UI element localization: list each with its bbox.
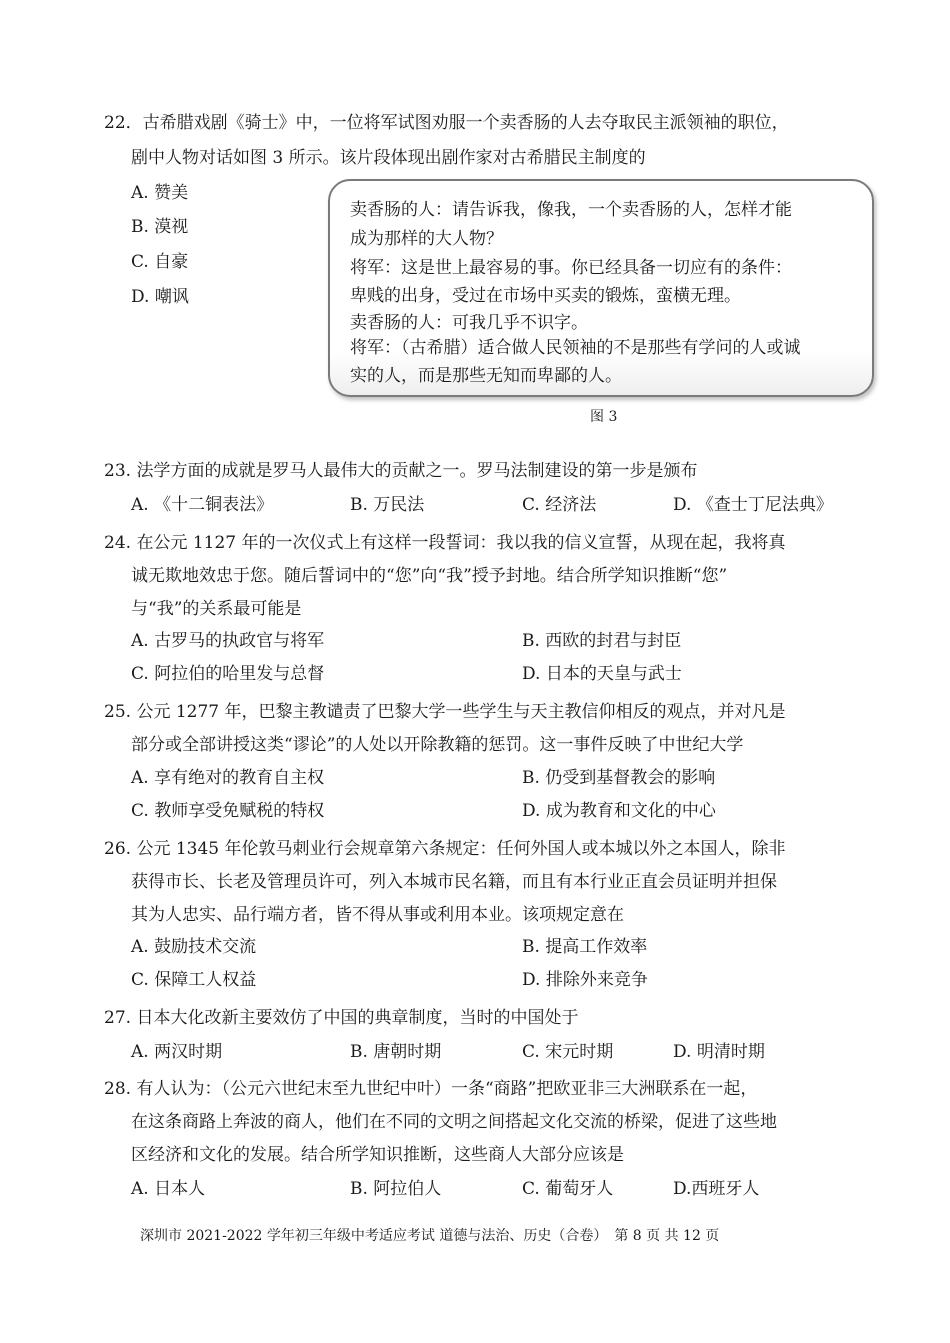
q25-option-b: B. 仍受到基督教会的影响 xyxy=(522,768,716,788)
q23-option-c: C. 经济法 xyxy=(522,495,597,515)
dialog-line: 卑贱的出身，受过在市场中买卖的锻炼，蛮横无理。 xyxy=(350,286,741,306)
q28-stem-line1: 28. 有人认为：（公元六世纪末至九世纪中叶）一条“商路”把欧亚非三大洲联系在一起， xyxy=(104,1079,758,1099)
q24-option-c: C. 阿拉伯的哈里发与总督 xyxy=(131,664,325,684)
figure-caption: 图 3 xyxy=(590,409,618,425)
q23-option-b: B. 万民法 xyxy=(350,495,425,515)
q24-stem-line3: 与“我”的关系最可能是 xyxy=(131,599,302,619)
dialog-line: 将军：这是世上最容易的事。你已经具备一切应有的条件： xyxy=(350,258,792,278)
page-footer: 深圳市 2021-2022 学年初三年级中考适应考试 道德与法治、历史（合卷） 第 8 页 共 12 页 xyxy=(140,1228,720,1244)
q24-option-b: B. 西欧的封君与封臣 xyxy=(522,631,682,651)
q28-option-d: D.西班牙人 xyxy=(673,1179,760,1199)
q22-option-a: A. 赞美 xyxy=(131,183,189,203)
q26-option-b: B. 提高工作效率 xyxy=(522,937,648,957)
q28-stem-line2: 在这条商路上奔波的商人，他们在不同的文明之间搭起文化交流的桥梁，促进了这些地 xyxy=(131,1112,777,1132)
q28-option-b: B. 阿拉伯人 xyxy=(350,1179,442,1199)
q25-option-d: D. 成为教育和文化的中心 xyxy=(522,801,716,821)
q25-stem-line1: 25. 公元 1277 年，巴黎主教谴责了巴黎大学一些学生与天主教信仰相反的观点，并对凡是 xyxy=(104,702,786,722)
q28-stem-line3: 区经济和文化的发展。结合所学知识推断，这些商人大部分应该是 xyxy=(131,1145,624,1165)
q24-stem-line1: 24. 在公元 1127 年的一次仪式上有这样一段誓词：我以我的信义宣誓，从现在起，我将真 xyxy=(104,533,786,553)
q26-option-d: D. 排除外来竞争 xyxy=(522,970,648,990)
q27-option-d: D. 明清时期 xyxy=(673,1042,765,1062)
q24-stem-line2: 诚无欺地效忠于您。随后誓词中的“您”向“我”授予封地。结合所学知识推断“您” xyxy=(131,566,728,586)
q28-option-a: A. 日本人 xyxy=(131,1179,206,1199)
q22-stem-line1: 22．古希腊戏剧《骑士》中，一位将军试图劝服一个卖香肠的人去夺取民主派领袖的职位， xyxy=(104,113,789,133)
q22-option-c: C. 自豪 xyxy=(131,252,189,272)
dialog-box xyxy=(328,179,874,397)
q22-option-d: D. 嘲讽 xyxy=(131,287,189,307)
q28-option-c: C. 葡萄牙人 xyxy=(522,1179,614,1199)
q23-option-d: D. 《查士丁尼法典》 xyxy=(673,495,833,515)
q25-stem-line2: 部分或全部讲授这类“谬论”的人处以开除教籍的惩罚。这一事件反映了中世纪大学 xyxy=(131,735,744,755)
q24-option-d: D. 日本的天皇与武士 xyxy=(522,664,682,684)
dialog-line: 卖香肠的人：请告诉我，像我，一个卖香肠的人，怎样才能 xyxy=(350,200,792,220)
q25-option-a: A. 享有绝对的教育自主权 xyxy=(131,768,325,788)
dialog-line: 将军：（古希腊）适合做人民领袖的不是那些有学问的人或诚 xyxy=(350,338,801,358)
q27-option-a: A. 两汉时期 xyxy=(131,1042,223,1062)
q25-option-c: C. 教师享受免赋税的特权 xyxy=(131,801,325,821)
dialog-line: 实的人，而是那些无知而卑鄙的人。 xyxy=(350,366,622,386)
dialog-line: 卖香肠的人：可我几乎不识字。 xyxy=(350,313,588,333)
q23-option-a: A. 《十二铜表法》 xyxy=(131,495,274,515)
q26-option-c: C. 保障工人权益 xyxy=(131,970,257,990)
q22-stem-line2: 剧中人物对话如图 3 所示。该片段体现出剧作家对古希腊民主制度的 xyxy=(131,148,646,168)
q27-option-b: B. 唐朝时期 xyxy=(350,1042,442,1062)
q26-stem-line1: 26. 公元 1345 年伦敦马刺业行会规章第六条规定：任何外国人或本城以外之本国人，除非 xyxy=(104,839,786,859)
q22-option-b: B. 漠视 xyxy=(131,217,189,237)
q27-stem-line1: 27. 日本大化改新主要效仿了中国的典章制度，当时的中国处于 xyxy=(104,1008,579,1028)
q27-option-c: C. 宋元时期 xyxy=(522,1042,614,1062)
q24-option-a: A. 古罗马的执政官与将军 xyxy=(131,631,325,651)
q26-stem-line2: 获得市长、长老及管理员许可，列入本城市民名籍，而且有本行业正直会员证明并担保 xyxy=(131,872,777,892)
dialog-line: 成为那样的大人物？ xyxy=(350,229,503,249)
q23-stem-line1: 23. 法学方面的成就是罗马人最伟大的贡献之一。罗马法制建设的第一步是颁布 xyxy=(104,461,698,481)
q26-option-a: A. 鼓励技术交流 xyxy=(131,937,257,957)
q26-stem-line3: 其为人忠实、品行端方者，皆不得从事或利用本业。该项规定意在 xyxy=(131,905,624,925)
